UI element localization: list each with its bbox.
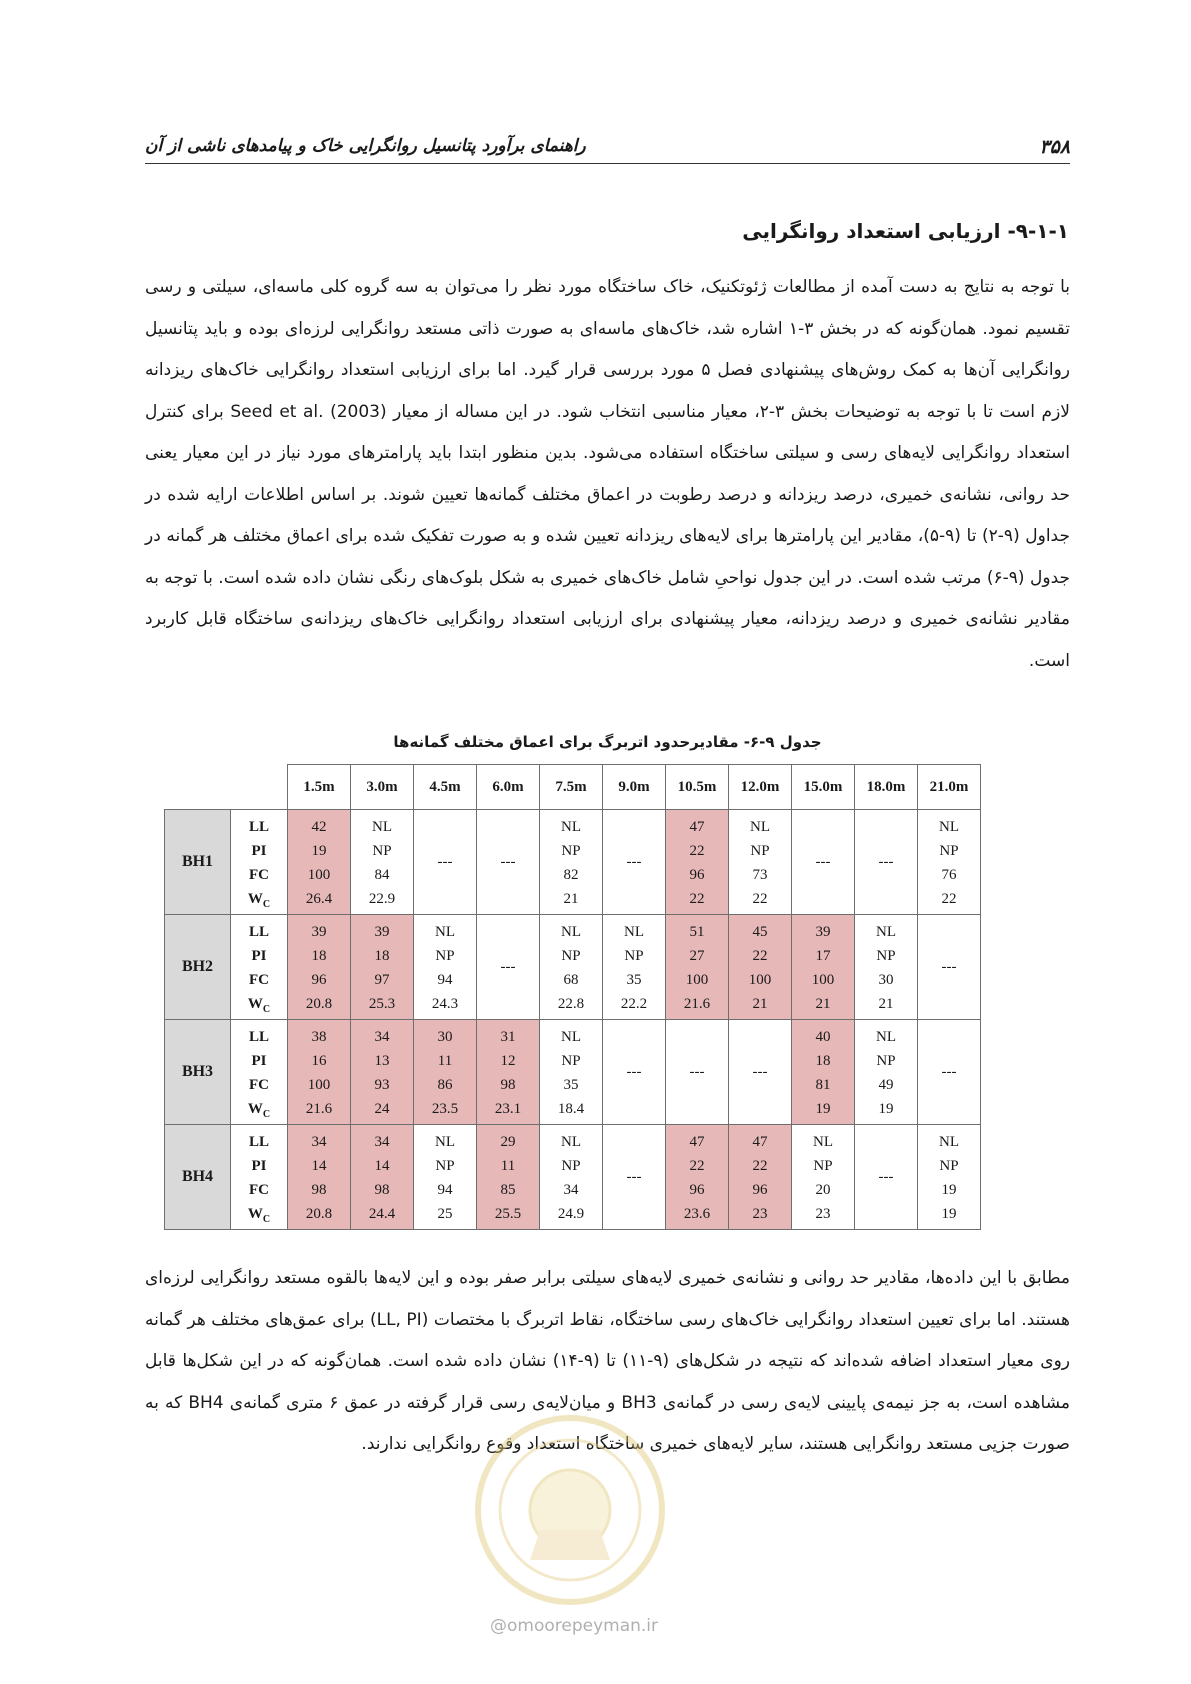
cell-value: 24 xyxy=(374,1101,390,1117)
depth-header: 7.5m xyxy=(540,765,603,810)
cell-value: NL xyxy=(876,1029,896,1045)
table-cell xyxy=(603,1020,666,1125)
page-number: ۳۵۸ xyxy=(1039,136,1070,158)
cell-value: NP xyxy=(750,843,770,859)
cell-value: 26.4 xyxy=(305,891,333,907)
depth-header: 18.0m xyxy=(855,765,918,810)
paragraph-conclusion: مطابق با این داده‌ها، مقادیر حد روانی و نشانه‌ی خمیری لایه‌های سیلتی برابر صفر بوده و این لایه‌ها بالقوه مستعد روانگرایی لرزه‌ای هستند. اما برای تعیین استعداد روانگرایی خاک‌های رسی ساختگاه، نقاط اتربرگ با مختصات (LL, PI) برای عمق‌های مختلف هر گمانه روی معیار استعداد اضافه شده‌اند که نتیجه در شکل‌های (۹-۱۱) تا (۹-۱۴) نشان داده شده است. همان‌گونه که در این شکل‌ها قابل مشاهده است، به جز نیمه‌ی پایینی لایه‌ی رسی در گمانه‌ی BH3 و میان‌لایه‌ی رسی قرار گرفته در عمق ۶ متری گمانه‌ی BH4 که به صورت جزیی مستعد روانگرایی هستند، سایر لایه‌های خمیری ساختگاه استعداد وقوع روانگرایی ندارند. xyxy=(145,1268,1071,1454)
cell-value: 73 xyxy=(752,867,768,883)
cell-value: 97 xyxy=(374,972,390,988)
cell-value: 19 xyxy=(941,1206,957,1222)
cell-value: 38 xyxy=(311,1029,327,1045)
cell-value: 84 xyxy=(374,867,390,883)
cell-value: 96 xyxy=(752,1182,768,1198)
cell-value: NL xyxy=(372,819,392,835)
table-cell xyxy=(603,810,666,915)
cell-value: 23.1 xyxy=(494,1101,522,1117)
table-cell xyxy=(477,1125,540,1230)
cell-value: 27 xyxy=(689,948,705,964)
cell-value: NP xyxy=(435,948,455,964)
cell-value: NP xyxy=(813,1158,833,1174)
borehole-label: BH2 xyxy=(165,915,231,1020)
table-cell xyxy=(351,1125,414,1230)
cell-value: 24.9 xyxy=(557,1206,585,1222)
cell-value: 100 xyxy=(685,972,709,988)
cell-value: 25.3 xyxy=(368,996,396,1012)
cell-value: NP xyxy=(561,1053,581,1069)
cell-value: 19 xyxy=(941,1182,957,1198)
cell-value: 17 xyxy=(815,948,831,964)
cell-value: --- xyxy=(626,853,642,870)
param-label: FC xyxy=(249,1182,269,1198)
page-header xyxy=(145,128,1070,164)
cell-value: 47 xyxy=(689,1134,705,1150)
cell-value: 22 xyxy=(752,948,768,964)
param-label: PI xyxy=(251,1158,267,1174)
table-cell xyxy=(792,1125,855,1230)
table-cell xyxy=(288,915,351,1020)
table-cell xyxy=(918,1125,981,1230)
cell-value: 25 xyxy=(437,1206,453,1222)
cell-value: 23.6 xyxy=(683,1206,711,1222)
cell-value: 23 xyxy=(752,1206,768,1222)
cell-value: NL xyxy=(813,1134,833,1150)
cell-value: 49 xyxy=(878,1077,894,1093)
table-cell xyxy=(414,915,477,1020)
table-cell xyxy=(792,1020,855,1125)
cell-value: 76 xyxy=(941,867,957,883)
cell-value: 22 xyxy=(689,843,705,859)
cell-value: --- xyxy=(500,853,516,870)
cell-value: 18.4 xyxy=(557,1101,585,1117)
depth-header: 4.5m xyxy=(414,765,477,810)
param-label: $W_C$ xyxy=(247,891,271,910)
cell-value: NL xyxy=(939,819,959,835)
cell-value: 51 xyxy=(689,924,705,940)
table-cell xyxy=(918,1020,981,1125)
cell-value: 34 xyxy=(374,1134,390,1150)
cell-value: 100 xyxy=(307,1077,331,1093)
cell-value: 96 xyxy=(689,1182,705,1198)
cell-value: 21 xyxy=(563,891,579,907)
param-labels xyxy=(231,810,288,915)
cell-value: 11 xyxy=(500,1158,516,1174)
cell-value: NP xyxy=(876,948,896,964)
cell-value: 18 xyxy=(374,948,390,964)
cell-value: 22.9 xyxy=(368,891,396,907)
cell-value: --- xyxy=(626,1168,642,1185)
param-labels xyxy=(231,915,288,1020)
cell-value: 98 xyxy=(500,1077,516,1093)
cell-value: NP xyxy=(561,1158,581,1174)
table-cell xyxy=(666,1125,729,1230)
cell-value: 12 xyxy=(500,1053,516,1069)
table-cell xyxy=(918,915,981,1020)
cell-value: 22 xyxy=(941,891,957,907)
cell-value: 30 xyxy=(878,972,894,988)
table-cell xyxy=(666,915,729,1020)
cell-value: 20.8 xyxy=(305,1206,333,1222)
paragraph-intro: با توجه به نتایج به دست آمده از مطالعات ژئوتکنیک، خاک ساختگاه مورد نظر را می‌توان به سه گروه کلی ماسه‌ای، سیلتی و رسی تقسیم نمود. همان‌گونه که در بخش ۳-۱ اشاره شد، خاک‌های ماسه‌ای به صورت ذاتی مستعد روانگرایی لرزه‌ای بوده و باید پتانسیل روانگرایی آن‌ها به کمک روش‌های پیشنهادی فصل ۵ مورد بررسی قرار گیرد. اما برای ارزیابی استعداد روانگرایی خاک‌های ریزدانه لازم است تا با توجه به توضیحات بخش ۳-۲، معیار مناسبی انتخاب شود. در این مساله از معیار Seed et al. (2003) برای کنترل استعداد روانگرایی لایه‌های رسی و سیلتی ساختگاه استفاده می‌شود. بدین منظور ابتدا باید پارامترهای مورد نیاز در این معیار یعنی حد روانی، نشانه‌ی خمیری، درصد ریزدانه و درصد رطوبت در اعماق مختلف گمانه‌ها تعیین شوند. بر اساس اطلاعات ارایه شده در جداول (۹-۲) تا (۹-۵)، مقادیر این پارامترها برای لایه‌های ریزدانه تعیین شده و به صورت تفکیک شده برای اعماق مختلف هر گمانه در جدول (۹-۶) مرتب شده است. در این جدول نواحیِ شامل خاک‌های خمیری به شکل بلوک‌های رنگی نشان داده شده است. با توجه به مقادیر نشانه‌ی خمیری و درصد ریزدانه، معیار پیشنهادی برای ارزیابی استعداد روانگرایی خاک‌های ریزدانه‌ی ساختگاه قابل کاربرد است. xyxy=(145,277,1071,671)
cell-value: 35 xyxy=(563,1077,579,1093)
cell-value: --- xyxy=(815,853,831,870)
cell-value: 31 xyxy=(500,1029,516,1045)
cell-value: 22 xyxy=(752,1158,768,1174)
depth-header: 1.5m xyxy=(288,765,351,810)
cell-value: 22.8 xyxy=(557,996,585,1012)
cell-value: NP xyxy=(939,843,959,859)
cell-value: 23 xyxy=(815,1206,831,1222)
param-label: LL xyxy=(248,819,269,835)
cell-value: 16 xyxy=(311,1053,327,1069)
cell-value: 98 xyxy=(311,1182,327,1198)
cell-value: 86 xyxy=(437,1077,453,1093)
cell-value: --- xyxy=(878,1168,894,1185)
atterberg-table xyxy=(164,764,981,1230)
table-cell xyxy=(729,1125,792,1230)
cell-value: 47 xyxy=(689,819,705,835)
cell-value: 39 xyxy=(311,924,327,940)
param-label: PI xyxy=(251,843,267,859)
borehole-row xyxy=(165,810,981,915)
depth-header: 12.0m xyxy=(729,765,792,810)
param-label: $W_C$ xyxy=(247,996,271,1015)
cell-value: 11 xyxy=(437,1053,453,1069)
cell-value: NL xyxy=(561,1029,581,1045)
param-label: FC xyxy=(249,972,269,988)
table-header-row xyxy=(165,765,981,810)
cell-value: 45 xyxy=(752,924,768,940)
table-cell xyxy=(477,810,540,915)
table-corner xyxy=(165,765,288,810)
depth-header: 6.0m xyxy=(477,765,540,810)
depth-header: 10.5m xyxy=(666,765,729,810)
cell-value: 20 xyxy=(815,1182,831,1198)
cell-value: 21 xyxy=(815,996,831,1012)
cell-value: 39 xyxy=(374,924,390,940)
cell-value: 96 xyxy=(689,867,705,883)
borehole-label: BH3 xyxy=(165,1020,231,1125)
param-label: FC xyxy=(249,1077,269,1093)
cell-value: 94 xyxy=(437,972,453,988)
table-cell xyxy=(414,810,477,915)
table-cell xyxy=(540,810,603,915)
cell-value: 100 xyxy=(811,972,835,988)
cell-value: 19 xyxy=(815,1101,831,1117)
table-cell xyxy=(729,810,792,915)
param-label: LL xyxy=(248,1029,269,1045)
cell-value: NP xyxy=(624,948,644,964)
param-labels xyxy=(231,1125,288,1230)
borehole-row xyxy=(165,915,981,1020)
cell-value: 40 xyxy=(815,1029,831,1045)
table-cell xyxy=(666,1020,729,1125)
cell-value: NL xyxy=(624,924,644,940)
param-label: PI xyxy=(251,1053,267,1069)
cell-value: 35 xyxy=(626,972,642,988)
cell-value: 81 xyxy=(815,1077,831,1093)
table-cell xyxy=(855,810,918,915)
cell-value: NL xyxy=(939,1134,959,1150)
param-label: FC xyxy=(249,867,269,883)
cell-value: NL xyxy=(435,1134,455,1150)
cell-value: 42 xyxy=(311,819,327,835)
cell-value: 25.5 xyxy=(494,1206,522,1222)
cell-value: 94 xyxy=(437,1182,453,1198)
cell-value: 20.8 xyxy=(305,996,333,1012)
cell-value: 24.4 xyxy=(368,1206,396,1222)
table-cell xyxy=(414,1020,477,1125)
cell-value: 34 xyxy=(563,1182,579,1198)
cell-value: 96 xyxy=(311,972,327,988)
borehole-label: BH4 xyxy=(165,1125,231,1230)
cell-value: --- xyxy=(752,1063,768,1080)
table-cell xyxy=(792,915,855,1020)
borehole-row xyxy=(165,1020,981,1125)
table-cell xyxy=(477,915,540,1020)
cell-value: NL xyxy=(561,1134,581,1150)
table-cell xyxy=(855,1125,918,1230)
cell-value: --- xyxy=(626,1063,642,1080)
cell-value: NP xyxy=(939,1158,959,1174)
cell-value: NL xyxy=(561,924,581,940)
table-cell xyxy=(351,810,414,915)
cell-value: NP xyxy=(876,1053,896,1069)
table-cell xyxy=(288,1020,351,1125)
table-cell xyxy=(288,1125,351,1230)
cell-value: 21 xyxy=(878,996,894,1012)
table-cell xyxy=(414,1125,477,1230)
cell-value: 13 xyxy=(374,1053,390,1069)
cell-value: NP xyxy=(372,843,392,859)
table-cell xyxy=(855,1020,918,1125)
depth-header: 9.0m xyxy=(603,765,666,810)
cell-value: --- xyxy=(941,1063,957,1080)
table-cell xyxy=(729,1020,792,1125)
cell-value: 100 xyxy=(307,867,331,883)
cell-value: 24.3 xyxy=(431,996,459,1012)
depth-header: 15.0m xyxy=(792,765,855,810)
watermark-logo xyxy=(470,1410,670,1610)
header-rule xyxy=(145,163,1070,164)
cell-value: 39 xyxy=(815,924,831,940)
table-cell xyxy=(540,1020,603,1125)
param-label: $W_C$ xyxy=(247,1101,271,1120)
table-cell xyxy=(351,1020,414,1125)
table-cell xyxy=(288,810,351,915)
cell-value: 68 xyxy=(563,972,579,988)
cell-value: 19 xyxy=(311,843,327,859)
cell-value: 34 xyxy=(374,1029,390,1045)
table-cell xyxy=(603,915,666,1020)
cell-value: NP xyxy=(561,843,581,859)
table-cell xyxy=(603,1125,666,1230)
cell-value: 19 xyxy=(878,1101,894,1117)
cell-value: 14 xyxy=(311,1158,327,1174)
cell-value: --- xyxy=(500,958,516,975)
cell-value: 85 xyxy=(500,1182,516,1198)
cell-value: 23.5 xyxy=(431,1101,459,1117)
cell-value: NP xyxy=(435,1158,455,1174)
param-label: PI xyxy=(251,948,267,964)
cell-value: 22 xyxy=(689,891,705,907)
table-cell xyxy=(729,915,792,1020)
cell-value: 47 xyxy=(752,1134,768,1150)
cell-value: --- xyxy=(878,853,894,870)
param-label: LL xyxy=(248,1134,269,1150)
cell-value: 18 xyxy=(815,1053,831,1069)
table-cell xyxy=(477,1020,540,1125)
cell-value: --- xyxy=(437,853,453,870)
cell-value: 21.6 xyxy=(683,996,711,1012)
param-label: $W_C$ xyxy=(247,1206,271,1225)
cell-value: 22 xyxy=(689,1158,705,1174)
cell-value: 82 xyxy=(563,867,579,883)
cell-value: --- xyxy=(941,958,957,975)
table-cell xyxy=(918,810,981,915)
depth-header: 3.0m xyxy=(351,765,414,810)
cell-value: 22.2 xyxy=(620,996,648,1012)
table-cell xyxy=(666,810,729,915)
cell-value: 93 xyxy=(374,1077,390,1093)
watermark-text: @omoorepeyman.ir xyxy=(490,1616,659,1636)
cell-value: NL xyxy=(561,819,581,835)
cell-value: 21 xyxy=(752,996,768,1012)
table-cell xyxy=(855,915,918,1020)
cell-value: 18 xyxy=(311,948,327,964)
cell-value: 14 xyxy=(374,1158,390,1174)
table-cell xyxy=(540,915,603,1020)
cell-value: NL xyxy=(750,819,770,835)
section-heading: ۹-۱-۱- ارزیابی استعداد روانگرایی xyxy=(742,219,1069,243)
running-title: راهنمای برآورد پتانسیل روانگرایی خاک و پیامدهای ناشی از آن xyxy=(145,136,586,156)
cell-value: --- xyxy=(689,1063,705,1080)
depth-header: 21.0m xyxy=(918,765,981,810)
table-caption: جدول ۹-۶- مقادیرحدود اتربرگ برای اعماق مختلف گمانه‌ها xyxy=(393,733,822,751)
cell-value: NP xyxy=(561,948,581,964)
table-body xyxy=(165,810,981,1230)
cell-value: 29 xyxy=(500,1134,516,1150)
borehole-row xyxy=(165,1125,981,1230)
cell-value: NL xyxy=(435,924,455,940)
borehole-label: BH1 xyxy=(165,810,231,915)
param-labels xyxy=(231,1020,288,1125)
table-cell xyxy=(351,915,414,1020)
param-label: LL xyxy=(248,924,269,940)
cell-value: NL xyxy=(876,924,896,940)
cell-value: 21.6 xyxy=(305,1101,333,1117)
cell-value: 98 xyxy=(374,1182,390,1198)
table-cell xyxy=(540,1125,603,1230)
cell-value: 30 xyxy=(437,1029,453,1045)
table-cell xyxy=(792,810,855,915)
cell-value: 100 xyxy=(748,972,772,988)
cell-value: 34 xyxy=(311,1134,327,1150)
cell-value: 22 xyxy=(752,891,768,907)
